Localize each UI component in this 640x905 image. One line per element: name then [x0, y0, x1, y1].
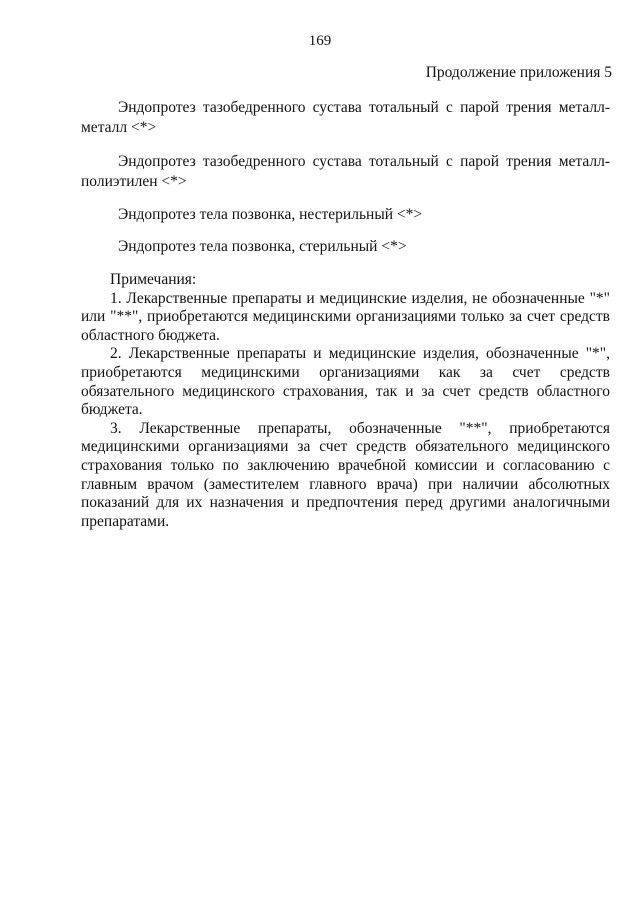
list-item-endoprosthesis-hip-metal-polyethylene: Эндопротез тазобедренного сустава тотальный с парой трения металл-полиэтилен <*>	[81, 153, 610, 190]
note-1: 1. Лекарственные препараты и медицинские изделия, не обозначенные "*" или "**", приобретаются медицинскими организациями только за счет средств областного бюджета.	[81, 289, 610, 344]
list-item-endoprosthesis-vertebra-sterile: Эндопротез тела позвонка, стерильный <*>	[118, 238, 407, 255]
note-2: 2. Лекарственные препараты и медицинские изделия, обозначенные "*", приобретаются медицинскими организациями как за счет средств обязательного медицинского страхования, так и за счет средств областного бюджета.	[81, 345, 610, 419]
list-item-endoprosthesis-vertebra-nonsterile: Эндопротез тела позвонка, нестерильный <*>	[118, 206, 423, 223]
notes-title: Примечания:	[110, 271, 197, 288]
list-item-endoprosthesis-hip-metal-metal: Эндопротез тазобедренного сустава тотальный с парой трения металл-металл <*>	[81, 99, 610, 136]
page-number: 169	[308, 33, 332, 49]
note-3: 3. Лекарственные препараты, обозначенные "**", приобретаются медицинскими организациями за счет средств обязательного медицинского страхования только по заключению врачебной комиссии и согласованию с главным врачом (заместителем главного врача) при наличии абсолютных показаний для их назначения и предпочтения перед другими аналогичными препаратами.	[81, 419, 610, 530]
notes-section	[81, 271, 610, 531]
appendix-continuation-label: Продолжение приложения 5	[425, 64, 612, 81]
